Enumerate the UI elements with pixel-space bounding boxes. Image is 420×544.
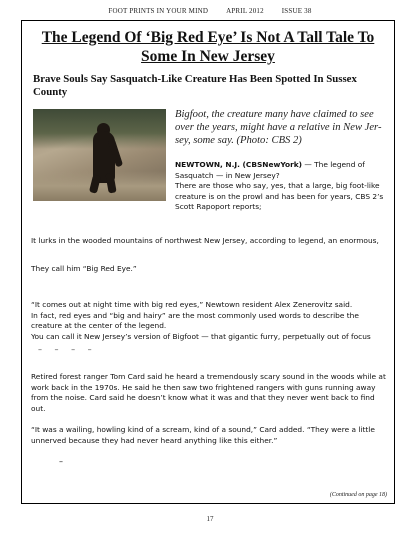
dateline: NEWTOWN, N.J. (CBSNewYork) xyxy=(175,160,303,169)
lead-paragraph xyxy=(175,160,387,213)
paragraph-lurks: It lurks in the wooded mountains of northwest New Jersey, according to legend, an enormous, xyxy=(31,236,379,245)
dash-mark: – xyxy=(59,457,63,466)
masthead xyxy=(0,7,420,15)
article-headline: The Legend Of ‘Big Red Eye’ Is Not A Tall Tale To Some In New Jersey xyxy=(41,29,375,65)
paragraph-ranger: Retired forest ranger Tom Card said he heard a tremendously scary sound in the woods while at work back in the 1970s. He said he then saw two frightened rangers with guns running away from the noise. Card said he doesn’t know what it was and that they never went back to find out. xyxy=(31,372,386,413)
continued-note: (Continued on page 18) xyxy=(329,492,387,498)
issue-date: APRIL 2012 xyxy=(226,7,264,15)
paragraph-scream: “It was a wailing, howling kind of a scream, kind of a sound,” Card added. “They were a little unnerved because they had never heard anything like this either.” xyxy=(31,425,375,445)
lead-text: — The legend of Sasquatch — in New Jersey? xyxy=(175,160,365,180)
bigfoot-photo xyxy=(33,109,166,201)
paragraph-description: In fact, red eyes and “big and hairy” are the most commonly used words to describe the creature at the center of the legend. xyxy=(31,310,359,331)
publication-name: FOOT PRINTS IN YOUR MIND xyxy=(108,7,209,15)
paragraph-quote: “It comes out at night time with big red eyes,” Newtown resident Alex Zenerovitz said. xyxy=(31,300,353,309)
lead-text-2: There are those who say, yes, that a large, big foot-like creature is on the prowl and has been for years, CBS 2’s Scott Rapoport reports; xyxy=(175,181,384,212)
page-number: 17 xyxy=(206,515,214,523)
issue-number: ISSUE 38 xyxy=(281,7,312,15)
paragraph-call-him: They call him “Big Red Eye.” xyxy=(31,264,137,273)
photo-caption: Bigfoot, the creature many have claimed to see over the years, might have a relative in New Jer-sey, some say. (Photo: CBS 2) xyxy=(175,109,382,147)
paragraph-version: You can call it New Jersey’s version of Bigfoot — that gigantic furry, perpetually out of focus xyxy=(31,331,371,341)
paragraph-red-eyes xyxy=(31,300,389,342)
dash-separator: – – – – xyxy=(38,345,97,354)
article-subhead: Brave Souls Say Sasquatch-Like Creature Has Been Spotted In Sussex County xyxy=(33,73,357,98)
